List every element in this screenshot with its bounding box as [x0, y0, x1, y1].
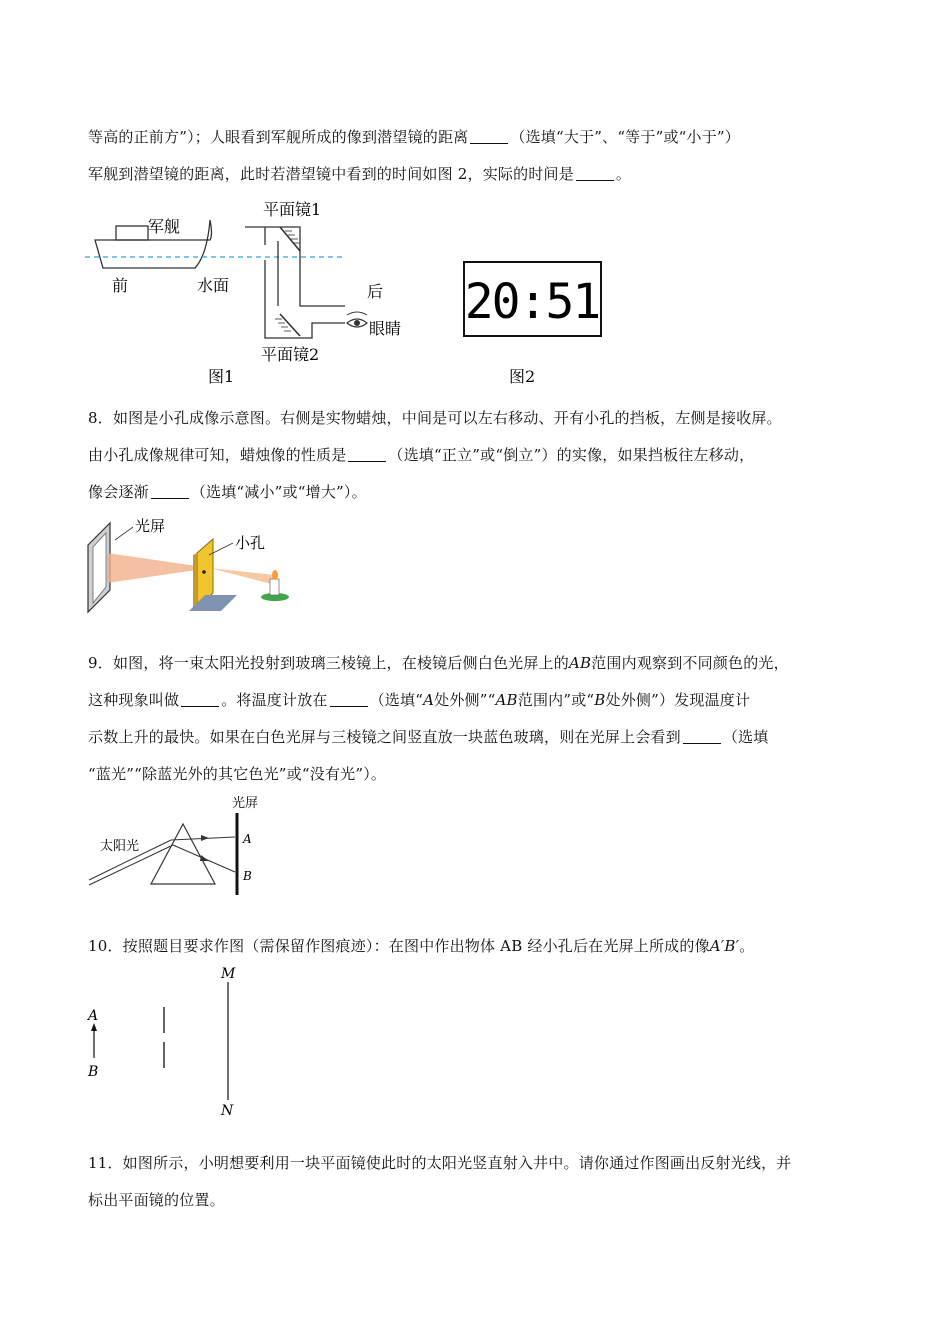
hole-label: 小孔 [235, 534, 266, 552]
mirror1-label: 平面镜1 [263, 200, 322, 219]
sun-label: 太阳光 [100, 839, 140, 854]
answer-blank[interactable] [683, 729, 721, 744]
fig1-caption: 图1 [208, 367, 235, 386]
q11-text [88, 1145, 863, 1219]
pinhole-figure [85, 515, 305, 615]
eye-label: 眼睛 [369, 319, 402, 338]
a-label: A [88, 1008, 99, 1024]
q9-line3: 示数上升的最快。如果在白色光屏与三棱镜之间竖直放一块蓝色玻璃，则在光屏上会看到 （选填 [88, 728, 769, 746]
water-label: 水面 [197, 276, 230, 295]
a-label: A [243, 832, 252, 846]
n-label: N [221, 1103, 234, 1119]
q7-line1: 等高的正前方”）；人眼看到军舰所成的像到潜望镜的距离 （选填“大于”、“等于”或“小于”） [88, 128, 740, 146]
q7-text [88, 119, 863, 193]
screen-label: 光屏 [232, 796, 259, 811]
b-label: B [88, 1064, 99, 1080]
ship-cabin [116, 226, 148, 240]
answer-blank[interactable] [470, 129, 508, 144]
front-label: 前 [112, 276, 129, 295]
fig2-caption: 图2 [509, 367, 536, 386]
answer-blank[interactable] [576, 166, 614, 181]
periscope-figure [85, 195, 425, 390]
ship-label: 军舰 [148, 217, 181, 236]
q11-line2: 标出平面镜的位置。 [88, 1191, 225, 1209]
clock-figure [462, 260, 607, 390]
mirror2-label: 平面镜2 [261, 345, 320, 364]
q9-line4: “蓝光”“除蓝光外的其它色光”或“没有光”）。 [88, 765, 387, 783]
q7-line2: 军舰到潜望镜的距离，此时若潜望镜中看到的时间如图 2，实际的时间是 。 [88, 165, 632, 183]
q8-text [88, 400, 863, 511]
q8-line1: 8．如图是小孔成像示意图。右侧是实物蜡烛，中间是可以左右移动、开有小孔的挡板，左侧是接收屏。 [88, 409, 782, 427]
pinhole [202, 570, 206, 574]
m-label: M [221, 966, 236, 982]
arrow-head [91, 1023, 97, 1031]
back-label: 后 [367, 282, 384, 301]
q8-line3: 像会逐渐 （选填“减小”或“增大”）。 [88, 483, 367, 501]
answer-blank[interactable] [181, 692, 219, 707]
q9-text [88, 645, 863, 793]
q9-line2: 这种现象叫做 。将温度计放在 （选填“A处外侧”“AB范围内”或“B处外侧”）发现温度计 [88, 691, 751, 709]
q11-line1: 11．如图所示，小明想要利用一块平面镜使此时的太阳光竖直射入井中。请你通过作图画出反射光线，并 [88, 1154, 792, 1172]
q9-line1: 9．如图，将一束太阳光投射到玻璃三棱镜上，在棱镜后侧白色光屏上的AB范围内观察到不同颜色的光， [88, 654, 789, 672]
b-label: B [243, 869, 252, 883]
flame [272, 570, 278, 580]
answer-blank[interactable] [348, 447, 386, 462]
pinhole-drawing-figure [85, 960, 255, 1120]
prism-figure [85, 795, 275, 900]
screen-label: 光屏 [135, 517, 166, 535]
mirror-2 [280, 314, 300, 336]
q8-line2: 由小孔成像规律可知，蜡烛像的性质是 （选填“正立”或“倒立”）的实像，如果挡板往左移动， [88, 446, 755, 464]
prism [151, 824, 215, 884]
answer-blank[interactable] [330, 692, 368, 707]
candle [270, 579, 279, 595]
answer-blank[interactable] [151, 484, 189, 499]
clock-digits: 20:51 [464, 274, 600, 330]
q10-line1: 10．按照题目要求作图（需保留作图痕迹）：在图中作出物体 AB 经小孔后在光屏上所成的像A′B′。 [88, 937, 755, 955]
eye-icon [347, 312, 367, 327]
